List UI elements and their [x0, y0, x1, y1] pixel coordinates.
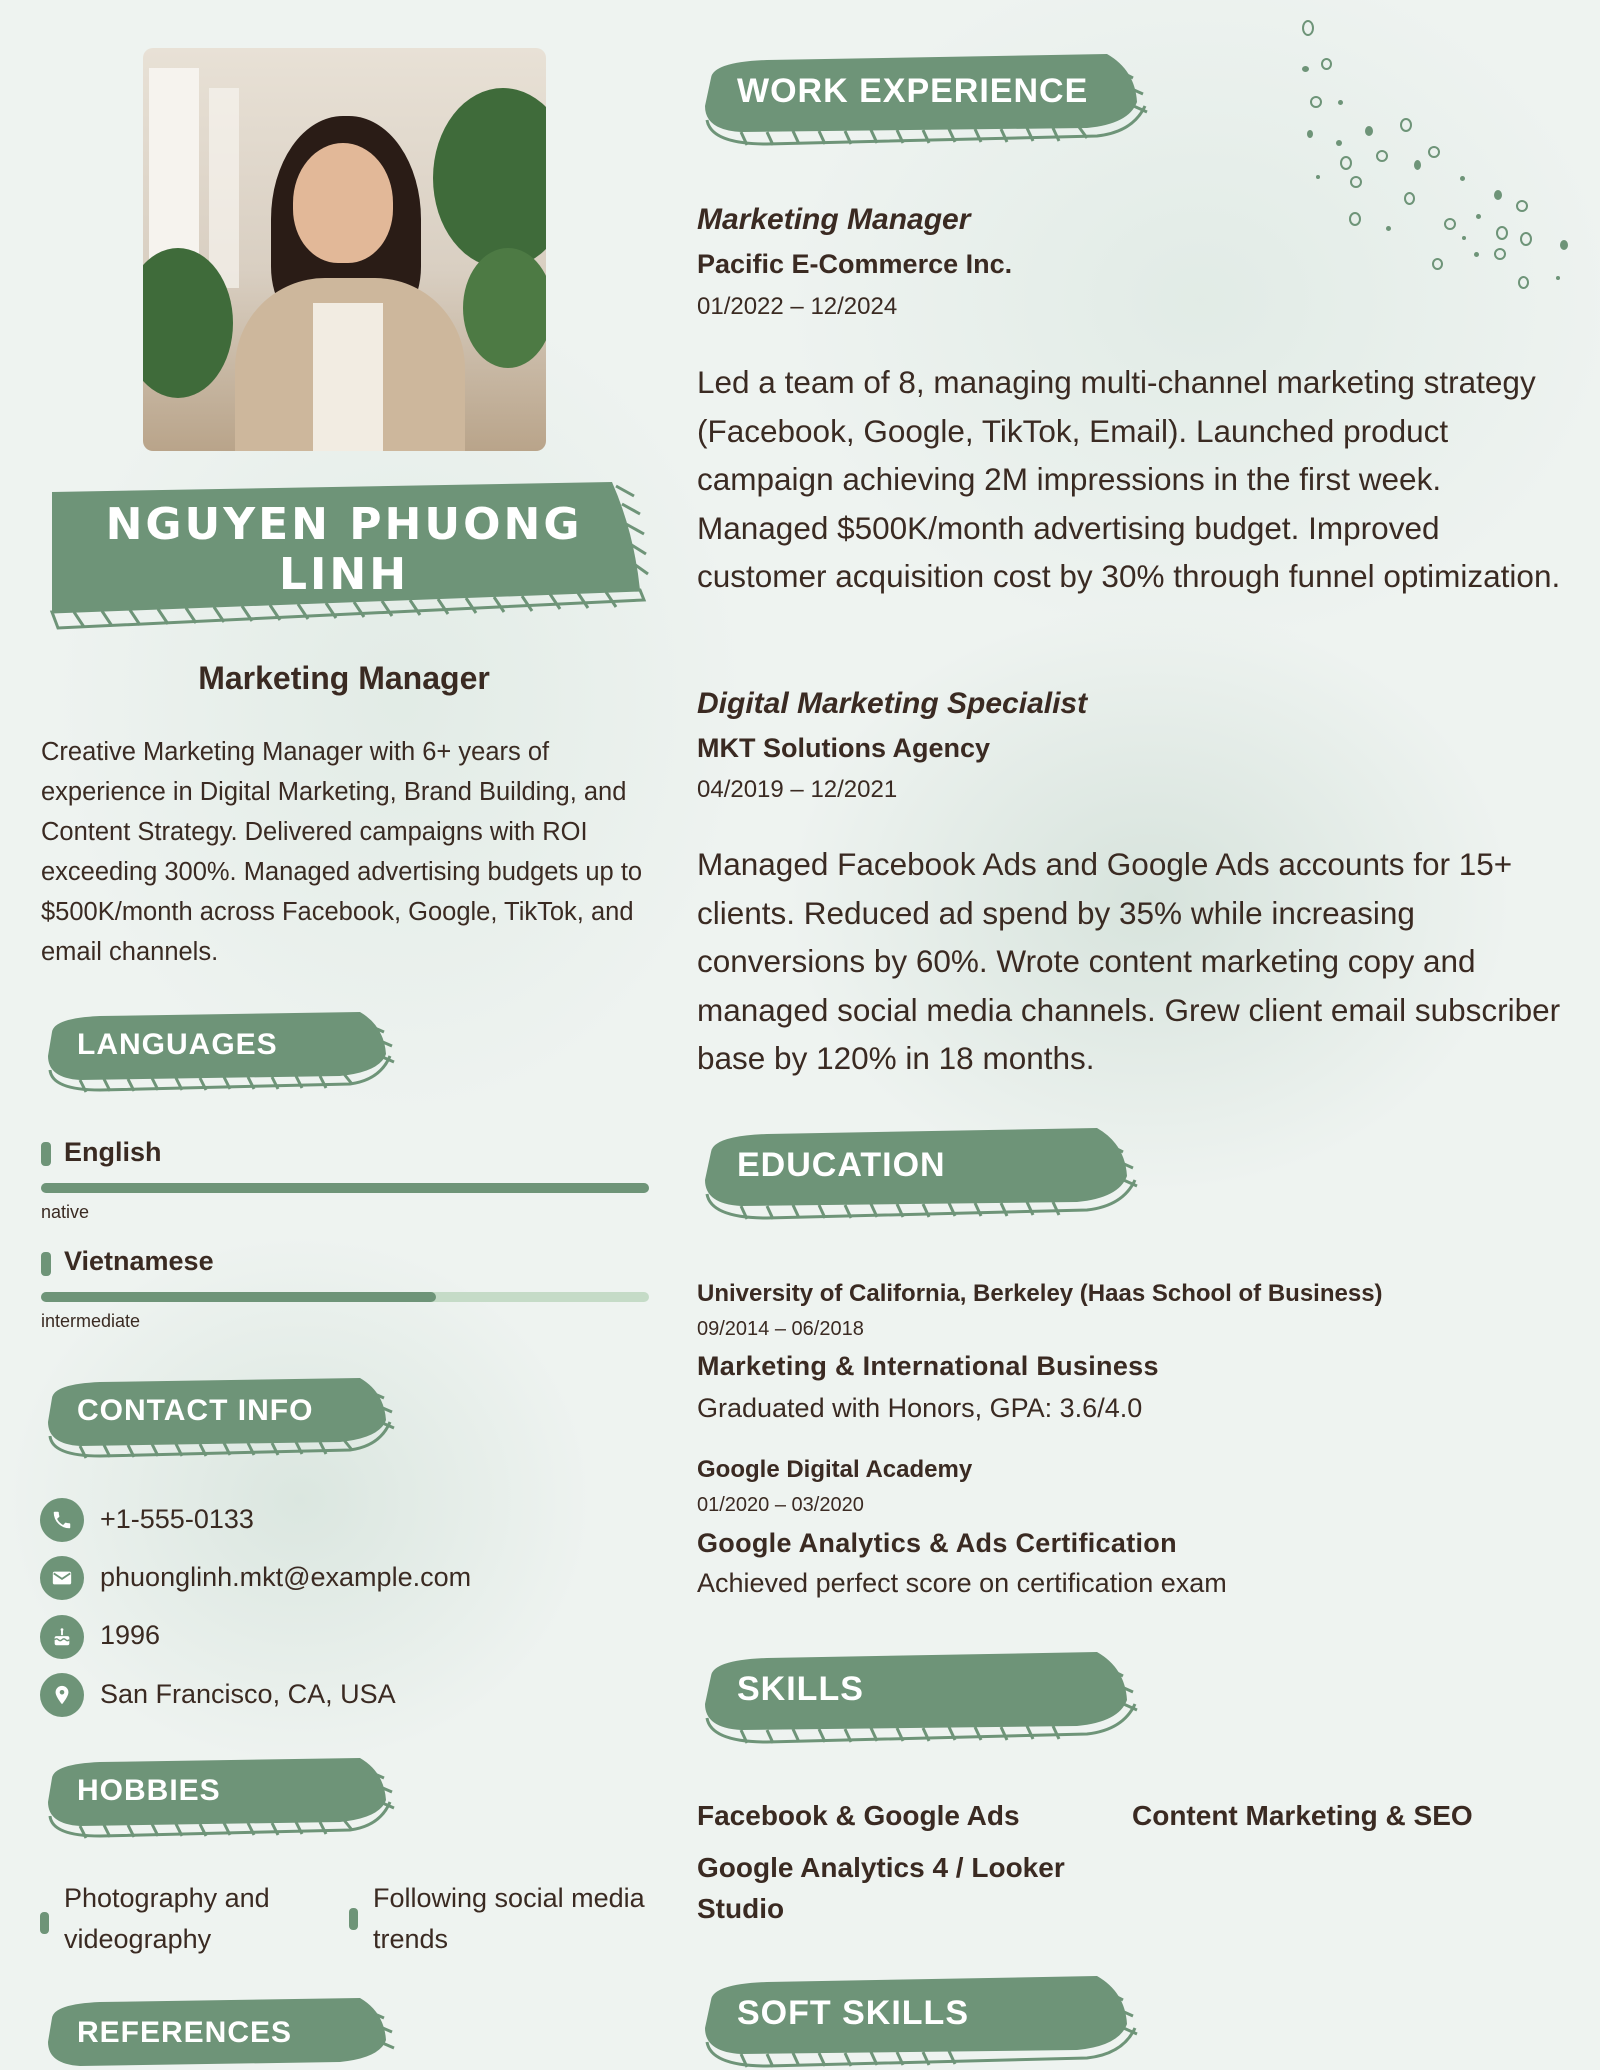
language-level-english: native	[41, 1202, 90, 1222]
work-heading: WORK EXPERIENCE	[737, 72, 1089, 110]
profile-photo	[143, 48, 546, 451]
work-banner	[697, 48, 1153, 152]
language-name-english: English	[64, 1137, 162, 1167]
hobbies-banner	[40, 1752, 400, 1844]
edu-note: Achieved perfect score on certification exam	[697, 1568, 1227, 1598]
contact-email[interactable]: phuonglinh.mkt@example.com	[100, 1562, 472, 1592]
hobby-marker	[40, 1912, 49, 1934]
education-banner	[697, 1122, 1143, 1226]
job-title: Digital Marketing Specialist	[697, 687, 1088, 720]
job-title: Marketing Manager	[697, 203, 971, 236]
language-bar-vietnamese	[41, 1292, 649, 1302]
skill-item: Facebook & Google Ads	[697, 1800, 1020, 1831]
role-title: Marketing Manager	[198, 660, 490, 696]
contact-birth-year: 1996	[100, 1620, 161, 1650]
skills-banner	[697, 1646, 1143, 1750]
edu-note: Graduated with Honors, GPA: 3.6/4.0	[697, 1393, 1143, 1423]
job-dates: 04/2019 – 12/2021	[697, 776, 898, 803]
edu-degree: Google Analytics & Ads Certification	[697, 1528, 1177, 1558]
language-bar-english	[41, 1183, 649, 1193]
language-name-vietnamese: Vietnamese	[64, 1246, 214, 1276]
job-dates: 01/2022 – 12/2024	[697, 293, 898, 320]
contact-location: San Francisco, CA, USA	[100, 1679, 396, 1709]
edu-dates: 01/2020 – 03/2020	[697, 1494, 864, 1516]
edu-school: Google Digital Academy	[697, 1456, 973, 1483]
cake-icon	[40, 1615, 84, 1659]
job-description: Managed Facebook Ads and Google Ads accounts for 15+ clients. Reduced ad spend by 35% while increasing conversions by 60%. Wrote content marketing copy and managed social media channels. Grew client email subscriber base by 120% in 18 months.	[697, 846, 1561, 1076]
skills-heading: SKILLS	[737, 1670, 864, 1708]
job-description: Led a team of 8, managing multi-channel marketing strategy (Facebook, Google, TikTok, Email). Launched product campaign achieving 2M impressions in the first week. Managed $500K/month advertising budget. Improved customer acquisition cost by 30% through funnel optimization.	[697, 364, 1561, 594]
hobbies-heading: HOBBIES	[77, 1774, 221, 1807]
skill-item: Google Analytics 4 / Looker Studio	[697, 1852, 1065, 1924]
edu-dates: 09/2014 – 06/2018	[697, 1318, 864, 1340]
soft-skills-banner	[697, 1970, 1143, 2070]
edu-degree: Marketing & International Business	[697, 1351, 1159, 1381]
soft-skills-heading: SOFT SKILLS	[737, 1994, 969, 2032]
language-bar-fill-vietnamese	[41, 1292, 436, 1302]
job-company: MKT Solutions Agency	[697, 733, 991, 763]
hobby-item: Photography and videography	[64, 1883, 270, 1954]
name: NGUYEN PHUONG LINH	[105, 499, 583, 600]
languages-banner	[40, 1006, 400, 1098]
contact-banner	[40, 1372, 400, 1464]
language-marker	[41, 1252, 51, 1276]
summary-text: Creative Marketing Manager with 6+ years of experience in Digital Marketing, Brand Building, and Content Strategy. Delivered campaigns with ROI exceeding 300%. Managed advertising budgets up to $500K/month across Facebook, Google, TikTok, and email channels.	[41, 738, 643, 966]
mail-icon	[40, 1556, 84, 1600]
edu-school: University of California, Berkeley (Haas School of Business)	[697, 1280, 1383, 1307]
references-banner	[40, 1992, 400, 2070]
references-heading: REFERENCES	[77, 2016, 293, 2049]
hobby-item: Following social media trends	[373, 1883, 645, 1954]
contact-phone[interactable]: +1-555-0133	[100, 1504, 254, 1534]
contact-heading: CONTACT INFO	[77, 1394, 314, 1427]
skill-item: Content Marketing & SEO	[1132, 1800, 1473, 1831]
location-pin-icon	[40, 1673, 84, 1717]
education-heading: EDUCATION	[737, 1146, 946, 1184]
hobby-marker	[349, 1908, 358, 1930]
phone-icon	[40, 1498, 84, 1542]
job-company: Pacific E-Commerce Inc.	[697, 249, 1013, 279]
language-marker	[41, 1142, 51, 1166]
language-level-vietnamese: intermediate	[41, 1311, 141, 1331]
languages-heading: LANGUAGES	[77, 1028, 278, 1061]
language-bar-fill-english	[41, 1183, 649, 1193]
